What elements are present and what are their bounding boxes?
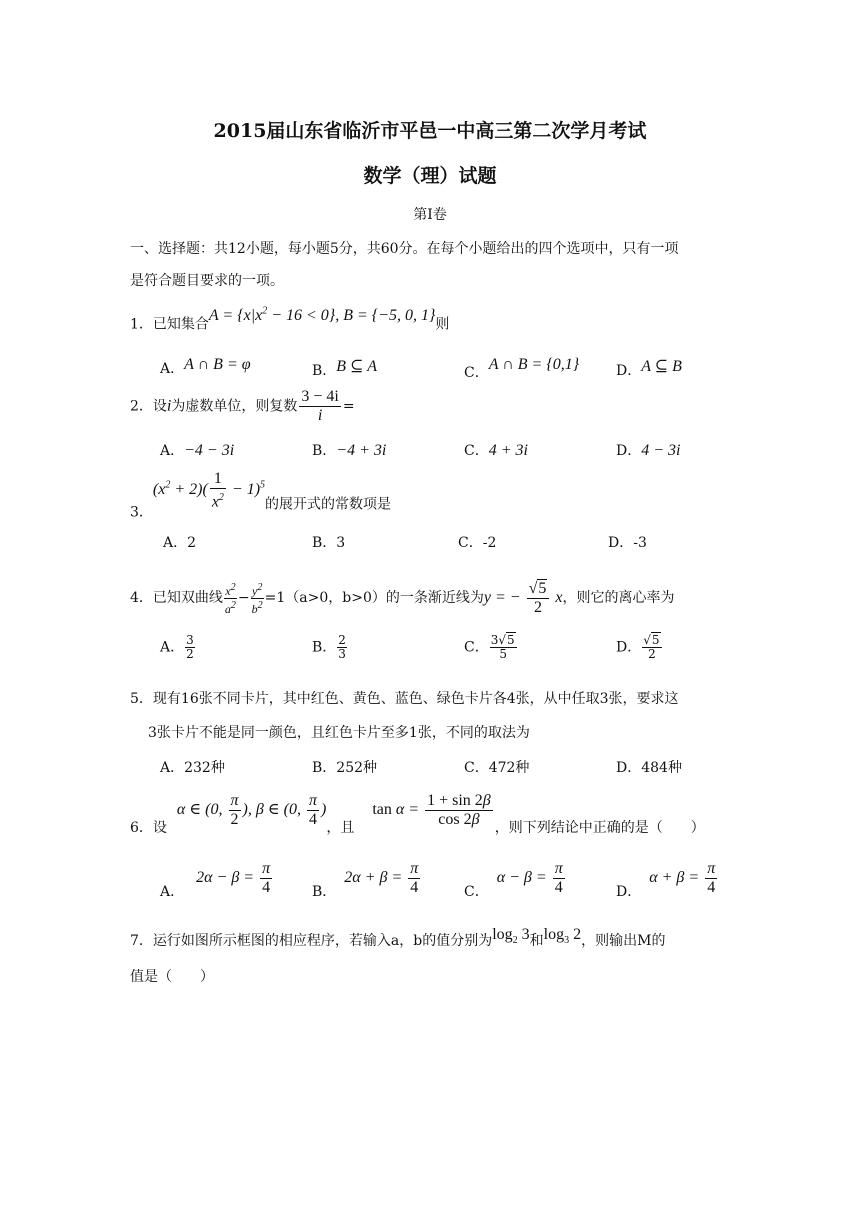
q1-option-b: B．B ⊆ A [312, 358, 377, 379]
q5-option-d: D．484种 [616, 760, 682, 776]
q2-fraction: $\frac{3 - 4i}{i}$ [301, 388, 339, 424]
question-5-line-2: 3张卡片不能是同一颜色，且红色卡片至多1张，不同的取法为 [148, 725, 530, 741]
q5-option-b: B．252种 [312, 760, 378, 776]
instructions-line-2: 是符合题目要求的一项。 [130, 273, 284, 289]
q5-option-a: A．232种 [160, 760, 225, 776]
q2-option-d: D．4 − 3i [616, 442, 681, 459]
q3-option-a: A．2 [163, 535, 197, 551]
q4-option-c: C． $\frac{3√5}{5}$ [464, 633, 515, 661]
q3-option-c: C．-2 [458, 535, 497, 551]
q6-option-a: A．2α − β = $\frac{\pi}{4}$ [160, 860, 271, 901]
q1-set-expression: $A = \{x|x^2 - 16 < 0\}$, B = {−5, 0, 1} [208, 306, 436, 325]
exam-subtitle: 数学（理）试题 [363, 165, 497, 187]
q6-option-d: D．α + β = $\frac{\pi}{4}$ [616, 860, 716, 901]
question-2: 2．设i为虚数单位，则复数 $\frac{3 - 4i}{i}$ = [130, 388, 355, 424]
q4-asymptote: y = − $\frac{√5}{2}$ x [483, 580, 563, 616]
q6-option-b: B．2α + β = $\frac{\pi}{4}$ [312, 860, 419, 901]
question-3: 3．$(x^2 + 2)$( $\frac{1}{x^2}$ − 1)$^5$的展开式的常数项是 [130, 470, 392, 521]
q2-option-c: C．4 + 3i [464, 442, 528, 459]
q3-option-d: D．-3 [608, 535, 647, 551]
question-7-line-2: 值是（ ） [130, 969, 214, 985]
q2-option-a: A．−4 − 3i [160, 442, 235, 459]
q4-option-d: D． $\frac{√5}{2}$ [616, 633, 660, 661]
q1-option-d: D．A ⊆ B [616, 358, 682, 379]
q5-option-c: C．472种 [464, 760, 530, 776]
q2-option-b: B．−4 + 3i [312, 442, 387, 459]
q6-range-expression: α ∈ (0, $\frac{\pi}{2}$ ), β ∈ (0, $\frac{\pi}{4}$ ) [176, 792, 327, 828]
q4-option-a: A． $\frac{3}{2}$ [160, 633, 194, 661]
q6-option-c: C．α − β = $\frac{\pi}{4}$ [464, 860, 563, 901]
q1-option-a: A．A ∩ B = φ [160, 356, 251, 377]
q3-expression: $(x^2 + 2)$( $\frac{1}{x^2}$ − 1)$^5$ [152, 470, 266, 511]
question-6: 6．设α ∈ (0, $\frac{\pi}{2}$ ), β ∈ (0, $\frac{\pi}{4}$ )，且tan α = $\frac{1 + \sin 2\beta}{\cos 2\beta}$ ，则下列结论中正确的是（ ） [130, 792, 705, 837]
q4-option-b: B． $\frac{2}{3}$ [312, 633, 346, 661]
exam-title: 2015届山东省临沂市平邑一中高三第二次学月考试 [213, 120, 647, 142]
question-5-line-1: 5．现有16张不同卡片，其中红色、黄色、蓝色、绿色卡片各4张，从中任取3张，要求这 [130, 691, 679, 707]
q3-option-b: B．3 [312, 535, 346, 551]
q1-option-c: C．A ∩ B = {0,1} [464, 356, 580, 381]
question-1: 1．已知集合$A = \{x|x^2 - 16 < 0\}$, B = {−5, 0, 1}则 [130, 306, 450, 333]
question-7-line-1: 7．运行如图所示框图的相应程序，若输入a，b的值分别为$\log_2 3$和$\log_3 2$，则输出M的 [130, 926, 666, 949]
q6-tan-expression: tan α = $\frac{1 + \sin 2\beta}{\cos 2\beta}$ [372, 792, 491, 828]
question-4: 4．已知双曲线 $\frac{x^2}{a^2}$ − $\frac{y^2}{b^2}$ =1（a>0，b>0）的一条渐近线为y = − $\frac{√5}{2}$ x，则它的离心率为 [130, 580, 675, 616]
instructions-line-1: 一、选择题：共12小题，每小题5分，共60分。在每个小题给出的四个选项中，只有一项 [130, 241, 679, 257]
volume-label: 第Ⅰ卷 [413, 207, 447, 223]
